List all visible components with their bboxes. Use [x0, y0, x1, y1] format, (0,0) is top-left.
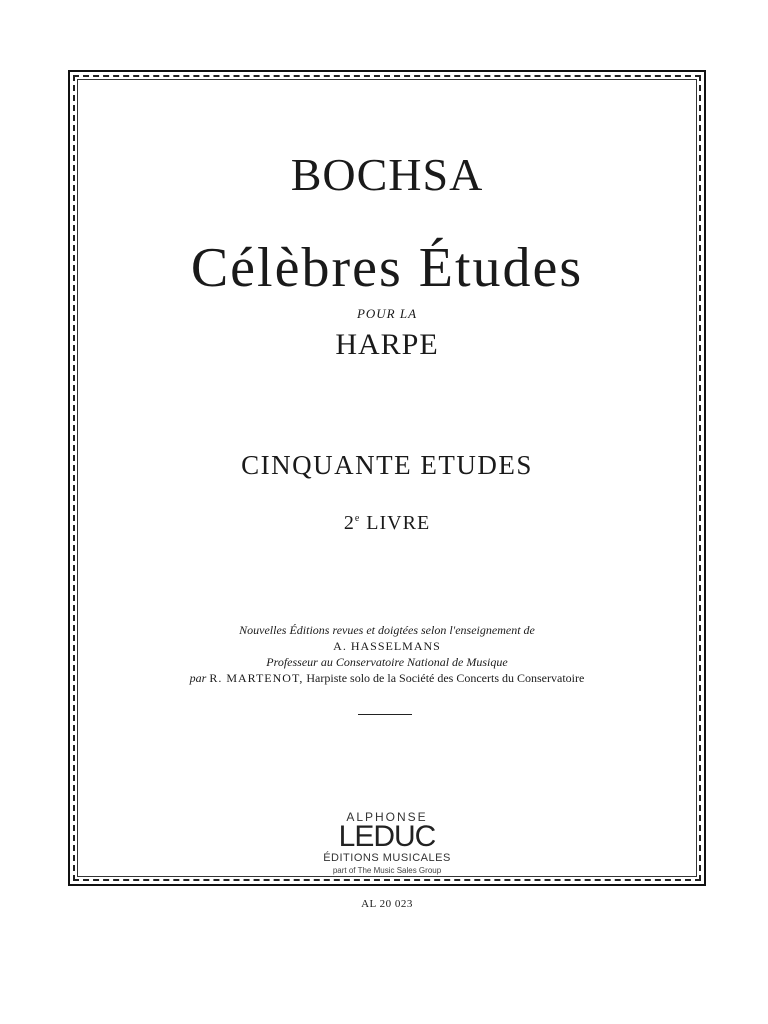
- editor-title: Professeur au Conservatoire National de Musique: [266, 655, 508, 669]
- reviser-line: [68, 670, 706, 686]
- composer-name: BOCHSA: [290, 149, 484, 200]
- publisher-logo-alphonse: ALPHONSE: [346, 810, 428, 824]
- book-number: [68, 512, 706, 535]
- book-number-suffix: e: [354, 513, 361, 524]
- book-number-digit: 2: [343, 512, 355, 534]
- publisher-logo-leduc: LEDUC: [338, 820, 436, 853]
- editor-name: A. HASSELMANS: [333, 639, 441, 653]
- divider: [358, 714, 412, 715]
- pour-la-text: POUR LA: [356, 306, 418, 321]
- subtitle: CINQUANTE ETUDES: [241, 450, 533, 480]
- instrument-name: HARPE: [335, 328, 439, 361]
- edition-notes: [68, 622, 706, 686]
- catalog-number: AL 20 023: [361, 898, 413, 910]
- reviser-prefix: par: [189, 671, 207, 685]
- reviser-name: R. MARTENOT,: [209, 671, 304, 685]
- publisher-group: part of The Music Sales Group: [332, 866, 442, 875]
- edition-note-line1: Nouvelles Éditions revues et doigtées selon l'enseignement de: [239, 623, 535, 637]
- book-label: LIVRE: [366, 512, 431, 534]
- work-title: Célèbres Études: [190, 237, 584, 299]
- reviser-title: Harpiste solo de la Société des Concerts du Conservatoire: [306, 671, 585, 685]
- publisher-editions: ÉDITIONS MUSICALES: [323, 852, 451, 864]
